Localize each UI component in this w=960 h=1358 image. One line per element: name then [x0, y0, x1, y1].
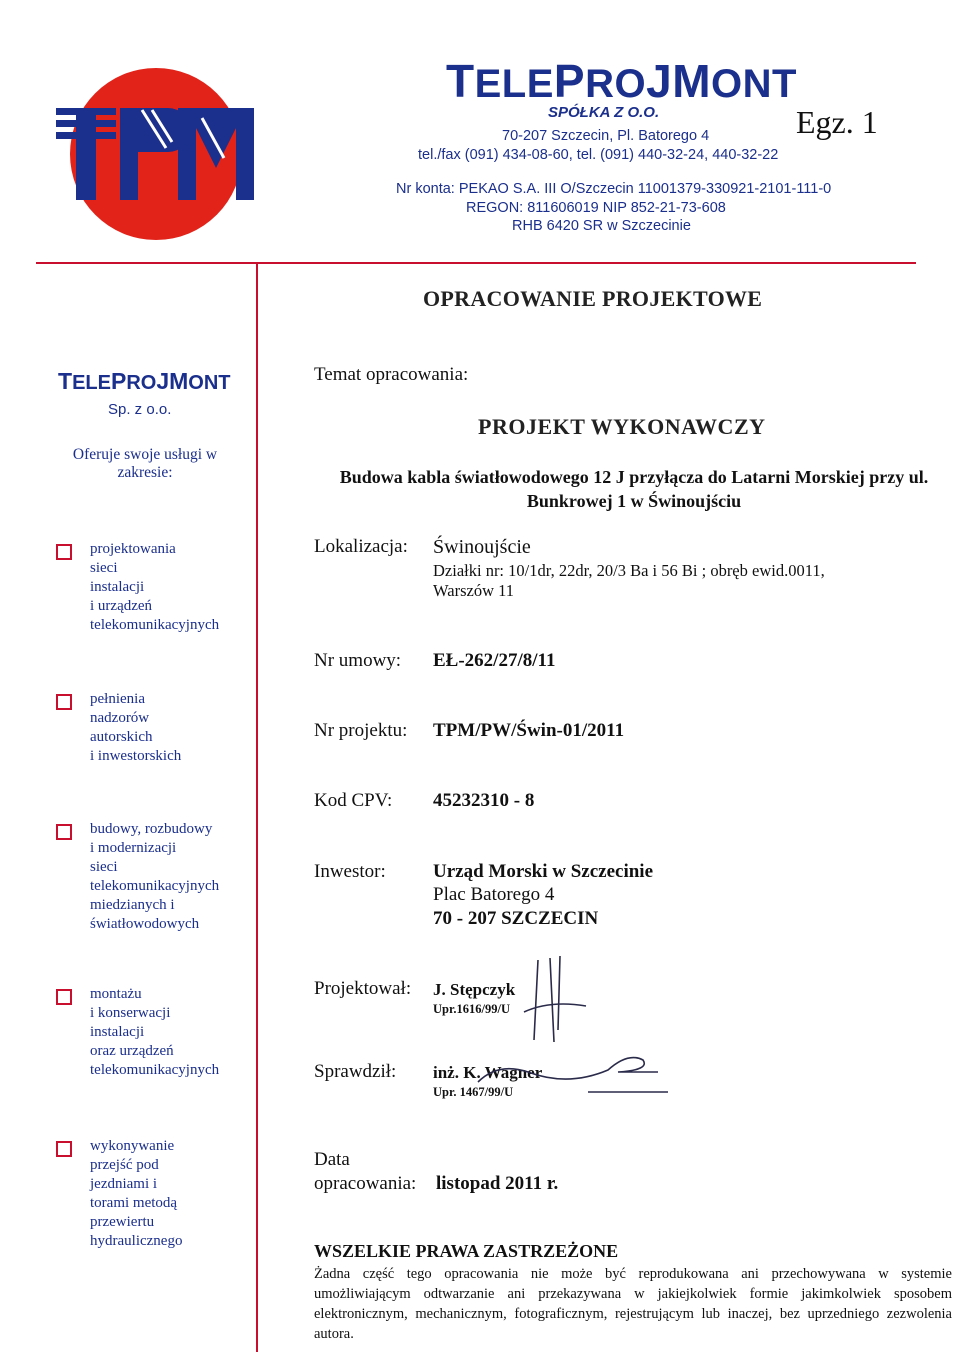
checked-by-label: Sprawdził:: [314, 1061, 397, 1082]
checkbox-icon: [56, 544, 72, 560]
company-regon: REGON: 811606019 NIP 852-21-73-608: [466, 200, 726, 216]
location-city: Świnoujście: [433, 536, 531, 558]
location-plots: Działki nr: 10/1dr, 22dr, 20/3 Ba i 56 Bi ; obręb ewid.0011,: [433, 561, 825, 580]
contract-number: EŁ-262/27/8/11: [433, 650, 556, 671]
service-label: budowy, rozbudowy i modernizacji sieci telekomunikacyjnych miedzianych i światłowodowych: [90, 821, 220, 932]
topic-label: Temat opracowania:: [314, 364, 469, 385]
cpv-label: Kod CPV:: [314, 790, 393, 811]
checkbox-icon: [56, 824, 72, 840]
date-label-suffix: opracowania:: [314, 1173, 417, 1194]
service-label: wykonywanie przejść pod jezdniami i torami metodą przewiertu hydraulicznego: [90, 1138, 183, 1249]
investor-label: Inwestor:: [314, 861, 386, 882]
service-label: pełnienia nadzorów autorskich i inwestorskich: [90, 691, 182, 764]
date-label: Data: [314, 1149, 350, 1170]
copy-number: Egz. 1: [796, 104, 878, 140]
company-logo: [56, 58, 256, 258]
company-phone: tel./fax (091) 434-08-60, tel. (091) 440-32-24, 440-32-22: [418, 147, 779, 163]
designer-license: Upr.1616/99/U: [433, 1002, 510, 1016]
checkbox-icon: [56, 989, 72, 1005]
column-divider: [256, 262, 258, 1352]
checker-name: inż. K. Wagner: [433, 1063, 543, 1082]
designer-name: J. Stępczyk: [433, 980, 516, 999]
company-type: SPÓŁKA Z O.O.: [548, 104, 660, 121]
company-rhb: RHB 6420 SR w Szczecinie: [512, 218, 691, 234]
checker-license: Upr. 1467/99/U: [433, 1085, 514, 1099]
project-number-label: Nr projektu:: [314, 720, 408, 741]
rights-notice: Żadna część tego opracowania nie może być reprodukowana ani przechowywana w systemie umożliwiającym odtwarzanie ani przekazywana w jakiejkolwiek formie jakimkolwiek sposobem elektronicznym, mechanicznym, fotograficznym, rejestrującym lub inaczej, bez uprzedniego zezwolenia autora.: [314, 1266, 952, 1342]
document-type: OPRACOWANIE PROJEKTOWE: [423, 286, 763, 311]
project-title: Budowa kabla światłowodowego 12 J przyłącza do Latarni Morskiej przy ul. Bunkrowej 1 w Świnoujściu: [339, 467, 929, 511]
cpv-code: 45232310 - 8: [433, 790, 535, 811]
investor-street: Plac Batorego 4: [433, 884, 555, 905]
contract-label: Nr umowy:: [314, 650, 402, 671]
investor-name: Urząd Morski w Szczecinie: [433, 861, 654, 882]
checker-signature: [468, 1032, 668, 1102]
checkbox-icon: [56, 694, 72, 710]
location-label: Lokalizacja:: [314, 536, 408, 557]
project-number: TPM/PW/Świn-01/2011: [433, 720, 625, 741]
sidebar-company-name: TELEPROJMONT: [58, 368, 231, 394]
service-label: montażu i konserwacji instalacji oraz urządzeń telekomunikacyjnych: [90, 986, 220, 1078]
sidebar-company-type: Sp. z o.o.: [108, 401, 172, 418]
project-type: PROJEKT WYKONAWCZY: [478, 414, 766, 439]
investor-city: 70 - 207 SZCZECIN: [433, 908, 599, 929]
checkbox-icon: [56, 1141, 72, 1157]
company-name: TELEPROJMONT: [446, 55, 797, 107]
designed-by-label: Projektował:: [314, 978, 412, 999]
header-divider: [36, 262, 916, 264]
rights-heading: WSZELKIE PRAWA ZASTRZEŻONE: [314, 1241, 619, 1261]
location-area: Warszów 11: [433, 581, 514, 600]
company-bank-account: Nr konta: PEKAO S.A. III O/Szczecin 11001379-330921-2101-111-0: [396, 181, 832, 197]
service-label: projektowania sieci instalacji i urządzeń telekomunikacyjnych: [90, 541, 220, 633]
preparation-date: listopad 2011 r.: [436, 1173, 559, 1194]
company-address: 70-207 Szczecin, Pl. Batorego 4: [502, 128, 710, 144]
sidebar-intro: Oferuje swoje usługi w zakresie:: [72, 446, 218, 481]
